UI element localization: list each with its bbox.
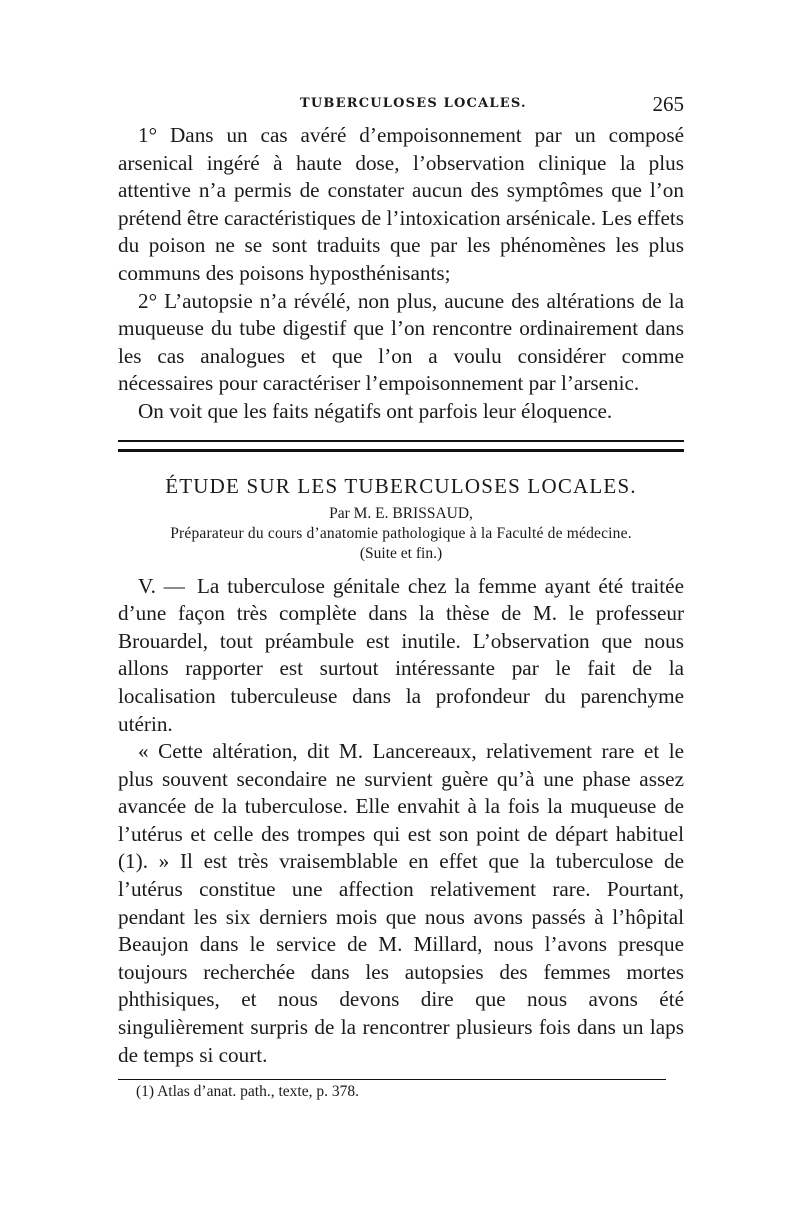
article-paragraph-1 bbox=[118, 573, 684, 739]
article-affiliation: Préparateur du cours d’anatomie pathologique à la Faculté de médecine. bbox=[170, 524, 632, 542]
article-title: ÉTUDE SUR LES TUBERCULOSES LOCALES. bbox=[165, 473, 637, 498]
running-title: TUBERCULOSES LOCALES. bbox=[300, 96, 527, 111]
footnote: (1) Atlas d’anat. path., texte, p. 378. bbox=[136, 1083, 359, 1101]
section-divider bbox=[118, 440, 684, 452]
article-continuation-note: (Suite et fin.) bbox=[359, 544, 443, 562]
conclusions-block bbox=[118, 122, 684, 426]
conclusion-point-1: 1° Dans un cas avéré d’empoisonnement par un composé arsenical ingéré à haute dose, l’observation clinique la plus attentive n’a permis de constater aucun des symptômes que l’on prétend être caractéristiques de l’intoxication arsénicale. Les effets du poison ne se sont traduits que par les phénomènes les plus communs des poisons hyposthénisants; bbox=[118, 123, 684, 285]
article-author: Par M. E. BRISSAUD, bbox=[329, 504, 473, 522]
article-paragraph-1-text: La tuberculose génitale chez la femme ayant été traitée d’une façon très complète dans la thèse de M. le professeur Brouardel, tout préambule est inutile. L’observation que nous allons rapporter est surtout intéressante par le fait de la localisation tuberculeuse dans la profondeur du parenchyme utérin. bbox=[118, 573, 684, 736]
section-number: V. — bbox=[138, 573, 185, 598]
article-paragraph-2: « Cette altération, dit M. Lancereaux, relativement rare et le plus souvent secondaire ne survient guère qu’à une phase assez avancée de la tuberculose. Elle envahit à la fois la muqueuse de l’utérus et celle des trompes qui est son point de départ habituel (1). » Il est très vraisemblable en effet que la tuberculose de l’utérus constitue une affection relativement rare. Pourtant, pendant les six derniers mois que nous avons passés à l’hôpital Beaujon dans le service de M. Millard, nous l’avons presque toujours recherchée dans les autopsies des femmes mortes phthisiques, et nous devons dire que nous avons été singulièrement surpris de la rencontrer plusieurs fois dans un laps de temps si court. bbox=[118, 739, 684, 1067]
footnote-rule bbox=[118, 1079, 666, 1080]
conclusion-point-2: 2° L’autopsie n’a révélé, non plus, aucune des altérations de la muqueuse du tube digestif que l’on rencontre ordinairement dans les cas analogues et que l’on a voulu considérer comme nécessaires pour caractériser l’empoisonnement par l’arsenic. bbox=[118, 288, 684, 396]
book-page bbox=[118, 92, 684, 1101]
article-body bbox=[118, 573, 684, 1070]
conclusion-closing: On voit que les faits négatifs ont parfois leur éloquence. bbox=[138, 398, 613, 423]
running-header bbox=[118, 92, 684, 118]
page-number: 265 bbox=[652, 92, 684, 116]
